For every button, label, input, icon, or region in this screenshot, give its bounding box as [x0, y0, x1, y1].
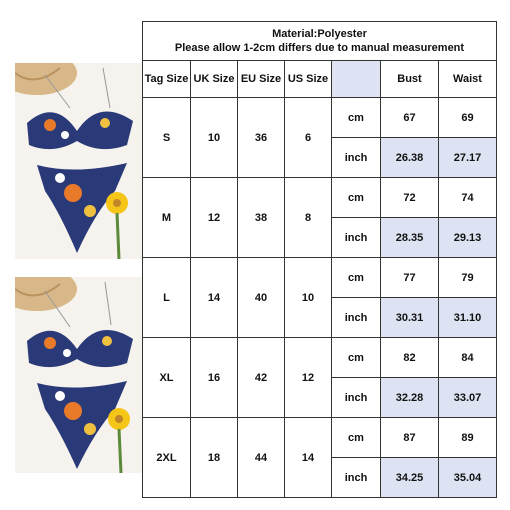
eu-size-cell: 36 [238, 98, 285, 178]
us-size-cell: 6 [285, 98, 332, 178]
col-unit [332, 61, 381, 98]
unit-cell: cm [332, 178, 381, 218]
uk-size-cell: 16 [191, 338, 238, 418]
waist-cell: 69 [439, 98, 497, 138]
size-chart [13, 21, 497, 500]
col-waist: Waist [439, 61, 497, 98]
bikini-illustration-1 [15, 63, 142, 259]
bust-cell: 28.35 [381, 218, 439, 258]
bust-cell: 34.25 [381, 458, 439, 498]
waist-cell: 35.04 [439, 458, 497, 498]
uk-size-cell: 14 [191, 258, 238, 338]
bust-cell: 87 [381, 418, 439, 458]
waist-cell: 84 [439, 338, 497, 378]
uk-size-cell: 10 [191, 98, 238, 178]
table-row [143, 258, 497, 298]
eu-size-cell: 40 [238, 258, 285, 338]
unit-cell: inch [332, 378, 381, 418]
waist-cell: 33.07 [439, 378, 497, 418]
uk-size-cell: 12 [191, 178, 238, 258]
table-row [143, 98, 497, 138]
waist-cell: 79 [439, 258, 497, 298]
col-us-size: US Size [285, 61, 332, 98]
uk-size-cell: 18 [191, 418, 238, 498]
col-eu-size: EU Size [238, 61, 285, 98]
tag-size-cell: L [143, 258, 191, 338]
measurement-note: Please allow 1-2cm differs due to manual measurement [174, 42, 465, 54]
waist-cell: 89 [439, 418, 497, 458]
bust-cell: 82 [381, 338, 439, 378]
header-notes [143, 22, 497, 61]
us-size-cell: 12 [285, 338, 332, 418]
unit-cell: inch [332, 138, 381, 178]
eu-size-cell: 38 [238, 178, 285, 258]
us-size-cell: 14 [285, 418, 332, 498]
tag-size-cell: M [143, 178, 191, 258]
bikini-illustration-2 [15, 277, 142, 473]
bust-cell: 26.38 [381, 138, 439, 178]
col-tag-size: Tag Size [143, 61, 191, 98]
tag-size-cell: 2XL [143, 418, 191, 498]
product-photo-bottom [15, 277, 142, 473]
col-bust: Bust [381, 61, 439, 98]
col-uk-size: UK Size [191, 61, 238, 98]
table-row [143, 418, 497, 458]
us-size-cell: 8 [285, 178, 332, 258]
unit-cell: inch [332, 458, 381, 498]
eu-size-cell: 42 [238, 338, 285, 418]
bust-cell: 32.28 [381, 378, 439, 418]
unit-cell: cm [332, 338, 381, 378]
product-photo-top [15, 63, 142, 259]
material-line: Material:Polyester [272, 28, 367, 40]
tag-size-cell: XL [143, 338, 191, 418]
bust-cell: 30.31 [381, 298, 439, 338]
unit-cell: cm [332, 258, 381, 298]
unit-cell: inch [332, 218, 381, 258]
eu-size-cell: 44 [238, 418, 285, 498]
waist-cell: 74 [439, 178, 497, 218]
waist-cell: 31.10 [439, 298, 497, 338]
waist-cell: 27.17 [439, 138, 497, 178]
unit-cell: cm [332, 98, 381, 138]
bust-cell: 72 [381, 178, 439, 218]
unit-cell: cm [332, 418, 381, 458]
waist-cell: 29.13 [439, 218, 497, 258]
table-row [143, 178, 497, 218]
size-table [142, 21, 497, 498]
bust-cell: 67 [381, 98, 439, 138]
us-size-cell: 10 [285, 258, 332, 338]
tag-size-cell: S [143, 98, 191, 178]
column-header-row [143, 61, 497, 98]
table-row [143, 338, 497, 378]
unit-cell: inch [332, 298, 381, 338]
bust-cell: 77 [381, 258, 439, 298]
